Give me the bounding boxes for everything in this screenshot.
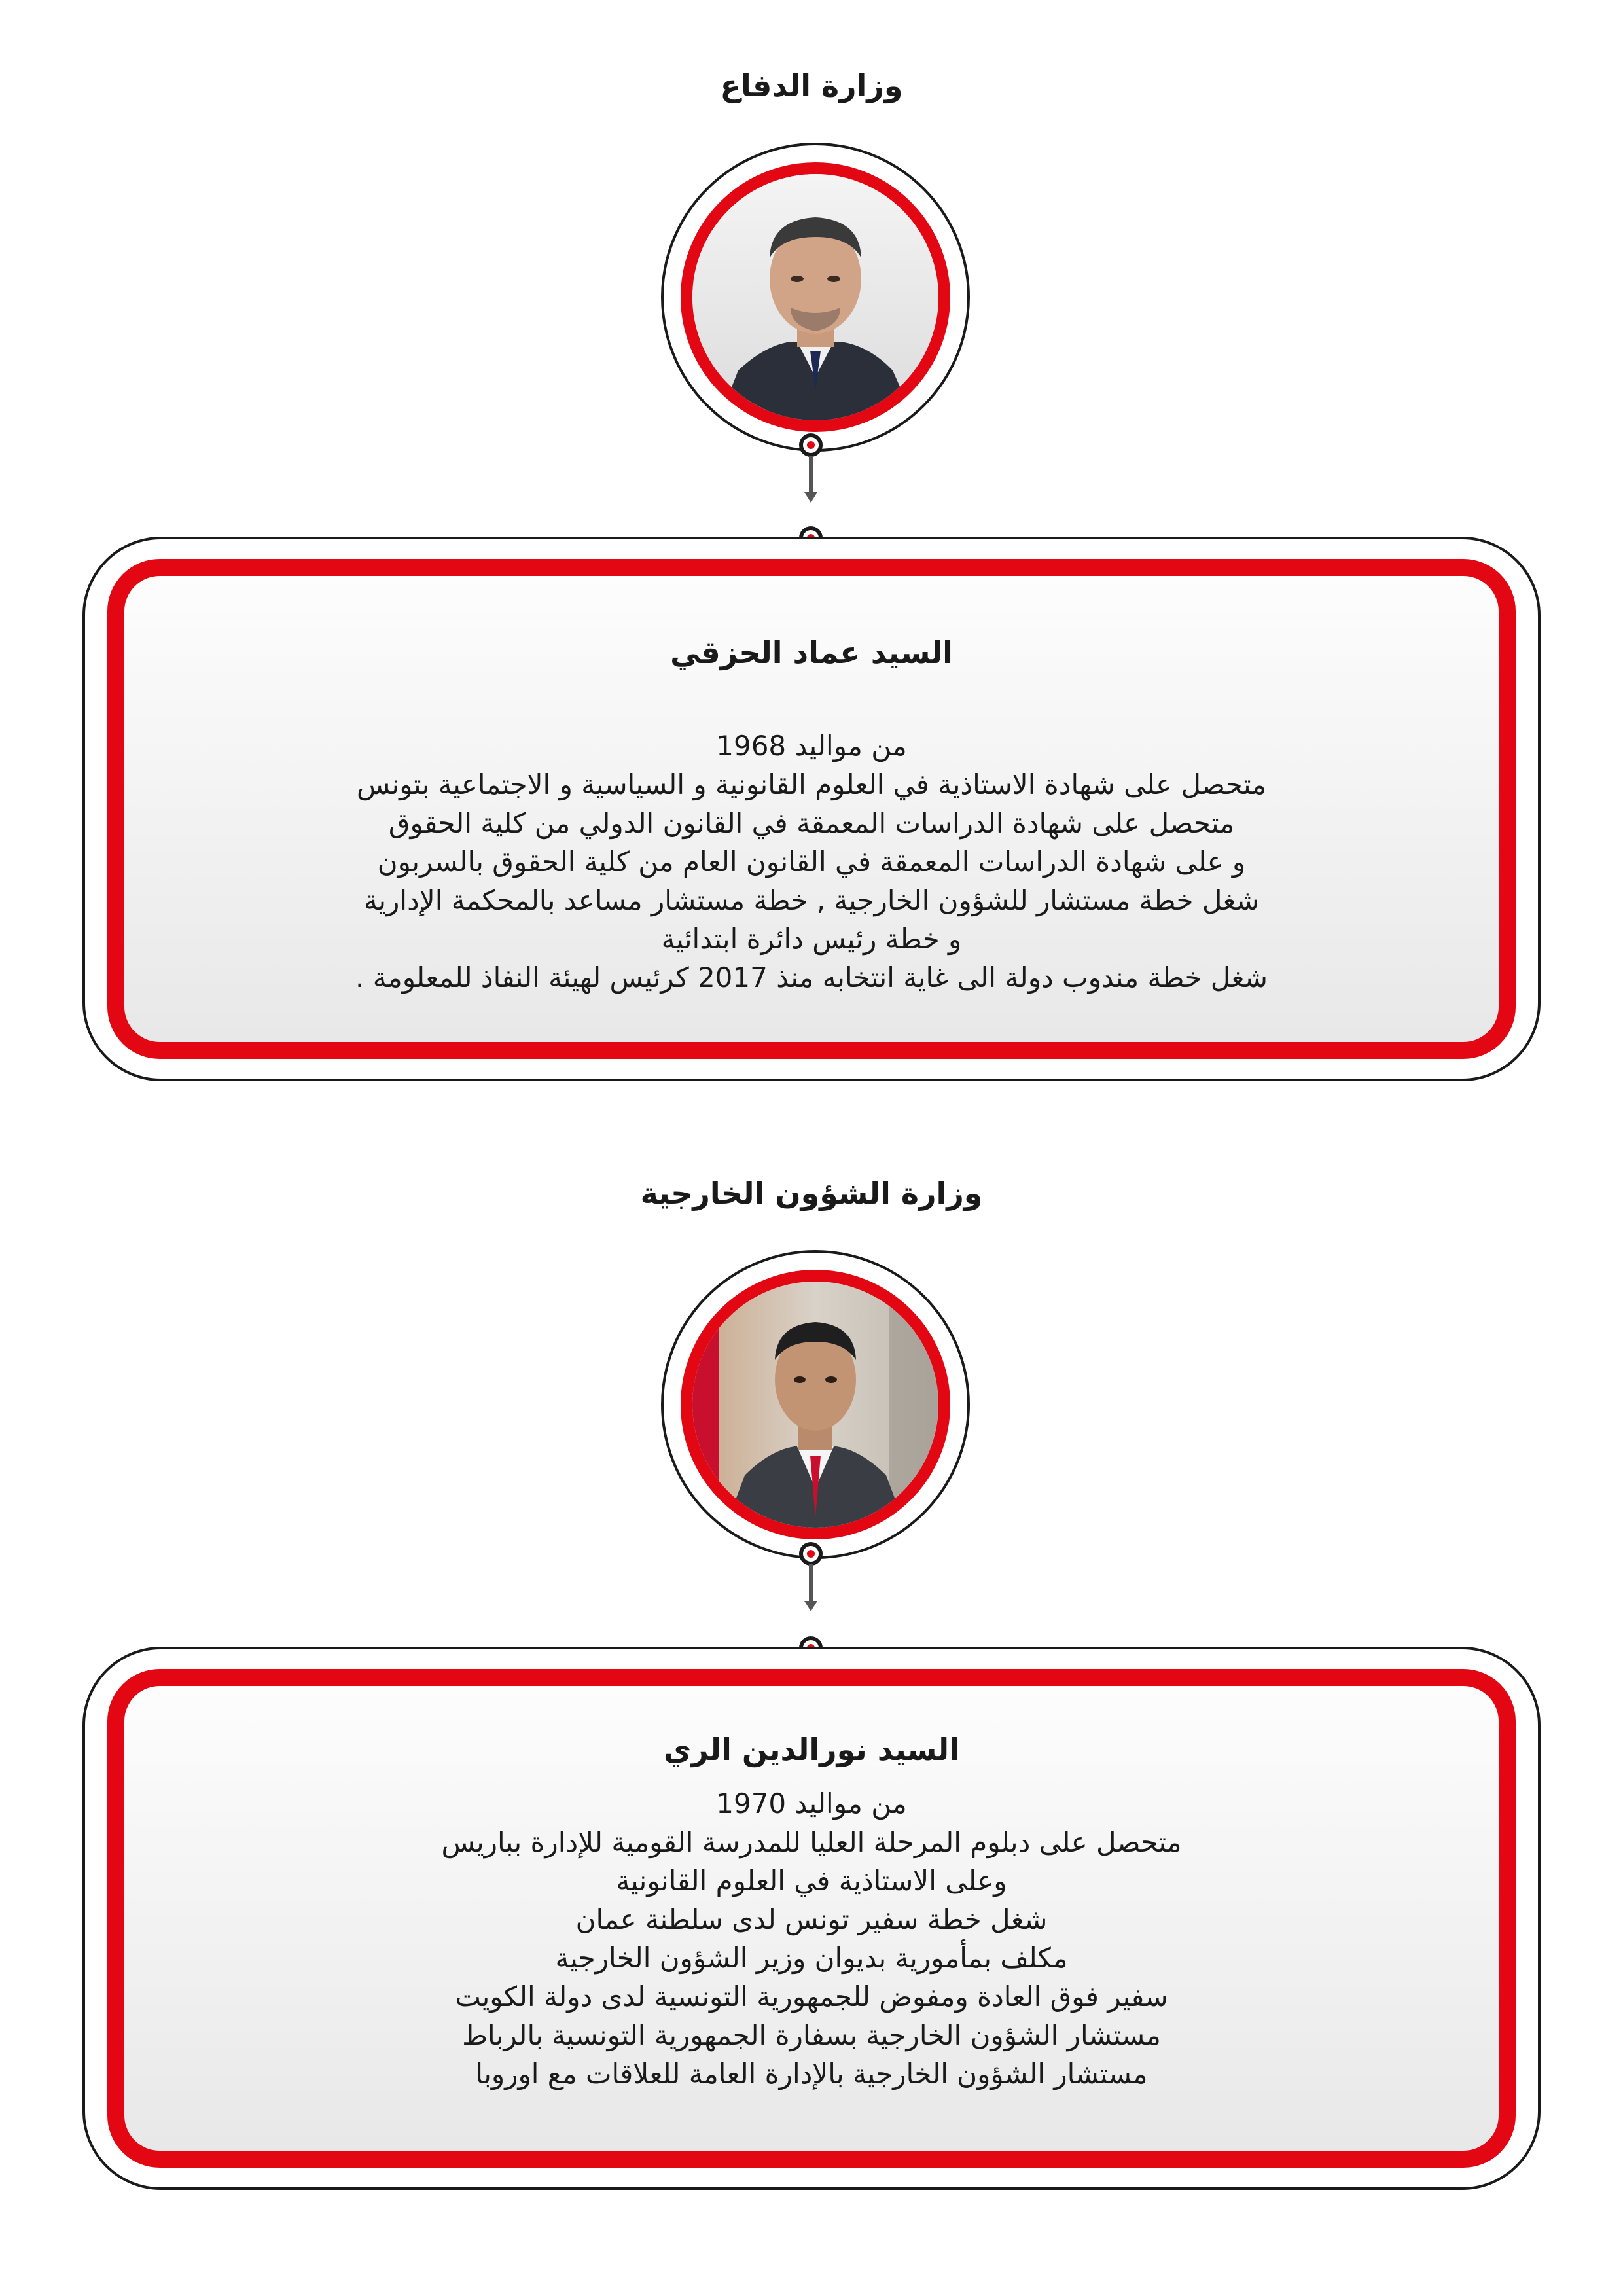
person-name-foreign-affairs: السيد نورالدين الري [664, 1732, 959, 1767]
bio-line: متحصل على شهادة الاستاذية في العلوم القانونية و السياسية و الاجتماعية بتونس [356, 768, 1267, 800]
bio-panel-defense [107, 559, 1516, 1059]
bio-line: وعلى الاستاذية في العلوم القانونية [616, 1865, 1007, 1897]
bio-line: سفير فوق العادة ومفوض للجمهورية التونسية لدى دولة الكويت [455, 1981, 1168, 2013]
bio-card-foreign-affairs [82, 1647, 1541, 2190]
ministry-title-defense: وزارة الدفاع [720, 68, 903, 103]
bio-line: شغل خطة مندوب دولة الى غاية انتخابه منذ 2017 كرئيس لهيئة النفاذ للمعلومة . [355, 961, 1268, 994]
bio-line: متحصل على دبلوم المرحلة العليا للمدرسة القومية للإدارة بباريس [441, 1826, 1182, 1858]
bio-line: مكلف بمأمورية بديوان وزير الشؤون الخارجية [555, 1942, 1068, 1974]
connector-line-foreign-affairs [809, 1564, 813, 1604]
connector-line-defense [809, 456, 813, 495]
bio-card-defense [82, 537, 1541, 1081]
bio-lines-defense [164, 726, 1459, 997]
portrait-frame-defense [661, 143, 970, 452]
bio-panel-foreign-affairs [107, 1669, 1516, 2168]
bio-line: مستشار الشؤون الخارجية بسفارة الجمهورية التونسية بالرباط [462, 2019, 1161, 2051]
ministry-title-foreign-affairs: وزارة الشؤون الخارجية [640, 1175, 983, 1211]
bio-line: و على شهادة الدراسات المعمقة في القانون العام من كلية الحقوق بالسربون [377, 846, 1246, 878]
person-photo-icon [692, 1282, 938, 1528]
arrow-down-icon [804, 1601, 817, 1611]
bio-line: مستشار الشؤون الخارجية بالإدارة العامة للعلاقات مع اوروبا [475, 2058, 1148, 2090]
bio-line: متحصل على شهادة الدراسات المعمقة في القانون الدولي من كلية الحقوق [388, 807, 1235, 839]
portrait-photo-defense [681, 162, 950, 432]
person-photo-icon [692, 174, 938, 420]
bio-line: شغل خطة سفير تونس لدى سلطنة عمان [575, 1903, 1048, 1935]
bio-lines-foreign-affairs [164, 1784, 1459, 2093]
bio-line: من مواليد 1968 [716, 730, 907, 762]
bio-line: و خطة رئيس دائرة ابتدائية [661, 923, 962, 955]
portrait-frame-foreign-affairs [661, 1250, 970, 1559]
arrow-down-icon [804, 492, 817, 503]
portrait-photo-foreign-affairs [681, 1270, 950, 1539]
connector-node-top-foreign-affairs [799, 1542, 823, 1566]
connector-node-top-defense [799, 433, 823, 457]
bio-line: من مواليد 1970 [716, 1787, 907, 1820]
person-name-defense: السيد عماد الحزقي [670, 635, 953, 670]
bio-line: شغل خطة مستشار للشؤون الخارجية , خطة مستشار مساعد بالمحكمة الإدارية [363, 884, 1260, 916]
